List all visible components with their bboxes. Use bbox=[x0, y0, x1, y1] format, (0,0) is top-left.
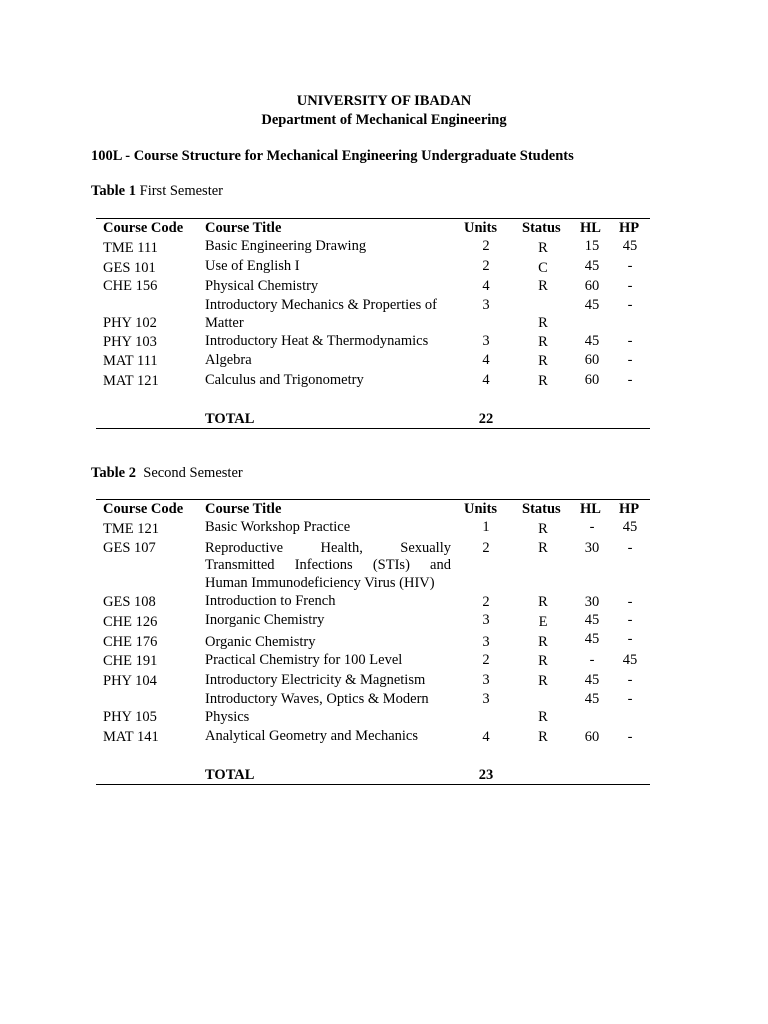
course-hl: 45 bbox=[584, 297, 600, 313]
course-code: GES 108 bbox=[103, 594, 156, 610]
course-hl: 45 bbox=[584, 612, 600, 628]
table2-col-hl: HL bbox=[580, 501, 601, 517]
course-hp: - bbox=[627, 297, 633, 313]
course-status: E bbox=[538, 614, 548, 630]
course-hl: 45 bbox=[584, 258, 600, 274]
course-title-line2: Matter bbox=[205, 315, 244, 331]
course-units: 3 bbox=[482, 672, 490, 688]
course-title: Basic Engineering Drawing bbox=[205, 238, 367, 254]
course-title-line2: Transmitted Infections (STIs) and bbox=[205, 557, 451, 573]
course-hp: 45 bbox=[622, 519, 638, 535]
course-title: Basic Workshop Practice bbox=[205, 519, 351, 535]
table1-col-title: Course Title bbox=[205, 220, 282, 236]
table1-col-hl: HL bbox=[580, 220, 601, 236]
course-status: R bbox=[538, 729, 548, 745]
course-code: PHY 104 bbox=[103, 673, 157, 689]
table2-col-status: Status bbox=[522, 501, 561, 517]
table2-caption bbox=[91, 465, 243, 482]
course-hl: 30 bbox=[584, 540, 600, 556]
course-units: 2 bbox=[482, 652, 490, 668]
course-hp: - bbox=[627, 258, 633, 274]
course-code: CHE 156 bbox=[103, 278, 158, 294]
course-hl: - bbox=[589, 519, 595, 535]
course-hl: 45 bbox=[584, 631, 600, 647]
course-title: Introduction to French bbox=[205, 593, 336, 609]
course-hp: - bbox=[627, 631, 633, 647]
table2-col-hp: HP bbox=[619, 501, 640, 517]
course-code: GES 101 bbox=[103, 260, 156, 276]
course-status: R bbox=[538, 521, 548, 537]
course-status: R bbox=[538, 653, 548, 669]
table2-col-units: Units bbox=[464, 501, 498, 517]
course-hl: 15 bbox=[584, 238, 600, 254]
course-title-line1: Introductory Mechanics & Properties of bbox=[205, 297, 437, 313]
course-hl: 60 bbox=[584, 372, 600, 388]
course-status: R bbox=[538, 353, 548, 369]
course-code: PHY 103 bbox=[103, 334, 157, 350]
course-units: 3 bbox=[482, 691, 490, 707]
course-units: 2 bbox=[482, 238, 490, 254]
course-hp: - bbox=[627, 729, 633, 745]
course-hl: 45 bbox=[584, 333, 600, 349]
table1-caption-text: First Semester bbox=[139, 183, 223, 199]
course-status: R bbox=[538, 278, 548, 294]
table2-total-units: 23 bbox=[478, 767, 494, 783]
table2-top-rule bbox=[96, 499, 650, 500]
course-units: 3 bbox=[482, 634, 490, 650]
course-units: 4 bbox=[482, 729, 490, 745]
course-code: TME 121 bbox=[103, 521, 159, 537]
course-status: R bbox=[538, 673, 548, 689]
department-name: Department of Mechanical Engineering bbox=[261, 112, 507, 128]
course-hl: 60 bbox=[584, 729, 600, 745]
course-code: PHY 102 bbox=[103, 315, 157, 331]
course-status: C bbox=[538, 260, 548, 276]
course-status: R bbox=[538, 709, 548, 725]
table2-total-label: TOTAL bbox=[205, 767, 255, 783]
course-title: Introductory Electricity & Magnetism bbox=[205, 672, 426, 688]
course-hp: - bbox=[627, 672, 633, 688]
course-title: Analytical Geometry and Mechanics bbox=[205, 728, 418, 744]
course-title-line2: Physics bbox=[205, 709, 250, 725]
course-title: Calculus and Trigonometry bbox=[205, 372, 364, 388]
course-hl: 60 bbox=[584, 352, 600, 368]
course-title: Practical Chemistry for 100 Level bbox=[205, 652, 403, 668]
course-units: 1 bbox=[482, 519, 490, 535]
course-code: PHY 105 bbox=[103, 709, 157, 725]
table2-col-title: Course Title bbox=[205, 501, 282, 517]
course-status: R bbox=[538, 634, 548, 650]
course-units: 2 bbox=[482, 258, 490, 274]
table2-label: Table 2 bbox=[91, 465, 136, 481]
course-code: CHE 126 bbox=[103, 614, 158, 630]
course-status: R bbox=[538, 373, 548, 389]
course-hp: - bbox=[627, 372, 633, 388]
course-hp: 45 bbox=[622, 238, 638, 254]
course-title: Inorganic Chemistry bbox=[205, 612, 325, 628]
table2-col-code: Course Code bbox=[103, 501, 184, 517]
course-title: Use of English I bbox=[205, 258, 300, 274]
course-status: R bbox=[538, 315, 548, 331]
course-hp: - bbox=[627, 278, 633, 294]
course-code: CHE 191 bbox=[103, 653, 158, 669]
course-hp: - bbox=[627, 594, 633, 610]
course-units: 4 bbox=[482, 372, 490, 388]
course-units: 3 bbox=[482, 297, 490, 313]
course-units: 3 bbox=[482, 612, 490, 628]
course-hp: - bbox=[627, 612, 633, 628]
course-units: 2 bbox=[482, 540, 490, 556]
course-code: TME 111 bbox=[103, 240, 158, 256]
course-hp: 45 bbox=[622, 652, 638, 668]
course-title-line1: Reproductive Health, Sexually bbox=[205, 540, 451, 556]
course-hl: 60 bbox=[584, 278, 600, 294]
course-hl: - bbox=[589, 652, 595, 668]
course-title: Organic Chemistry bbox=[205, 634, 316, 650]
course-hl: 45 bbox=[584, 691, 600, 707]
table2-caption-text: Second Semester bbox=[143, 465, 243, 481]
course-code: MAT 121 bbox=[103, 373, 159, 389]
document-subtitle: 100L - Course Structure for Mechanical Engineering Undergraduate Students bbox=[91, 148, 574, 164]
course-status: R bbox=[538, 540, 548, 556]
table1-top-rule bbox=[96, 218, 650, 219]
table1-col-units: Units bbox=[464, 220, 498, 236]
course-code: GES 107 bbox=[103, 540, 156, 556]
university-name: UNIVERSITY OF IBADAN bbox=[296, 93, 472, 109]
course-title: Introductory Heat & Thermodynamics bbox=[205, 333, 429, 349]
course-title: Physical Chemistry bbox=[205, 278, 319, 294]
course-hp: - bbox=[627, 691, 633, 707]
course-title-line1: Introductory Waves, Optics & Modern bbox=[205, 691, 429, 707]
course-hp: - bbox=[627, 333, 633, 349]
course-status: R bbox=[538, 594, 548, 610]
table1-col-hp: HP bbox=[619, 220, 640, 236]
table2-bottom-rule bbox=[96, 784, 650, 785]
table1-total-units: 22 bbox=[478, 411, 494, 427]
table1-total-label: TOTAL bbox=[205, 411, 255, 427]
table1-col-status: Status bbox=[522, 220, 561, 236]
table1-col-code: Course Code bbox=[103, 220, 184, 236]
course-status: R bbox=[538, 240, 548, 256]
course-code: MAT 111 bbox=[103, 353, 158, 369]
course-units: 3 bbox=[482, 333, 490, 349]
course-status: R bbox=[538, 334, 548, 350]
course-hl: 30 bbox=[584, 594, 600, 610]
course-title: Algebra bbox=[205, 352, 252, 368]
course-units: 4 bbox=[482, 352, 490, 368]
table1-caption bbox=[91, 183, 223, 200]
course-code: MAT 141 bbox=[103, 729, 159, 745]
course-units: 4 bbox=[482, 278, 490, 294]
table1-bottom-rule bbox=[96, 428, 650, 429]
course-hp: - bbox=[627, 352, 633, 368]
course-hp: - bbox=[627, 540, 633, 556]
course-title-line3: Human Immunodeficiency Virus (HIV) bbox=[205, 575, 435, 591]
course-hl: 45 bbox=[584, 672, 600, 688]
course-code: CHE 176 bbox=[103, 634, 158, 650]
table1-label: Table 1 bbox=[91, 183, 136, 199]
course-units: 2 bbox=[482, 594, 490, 610]
